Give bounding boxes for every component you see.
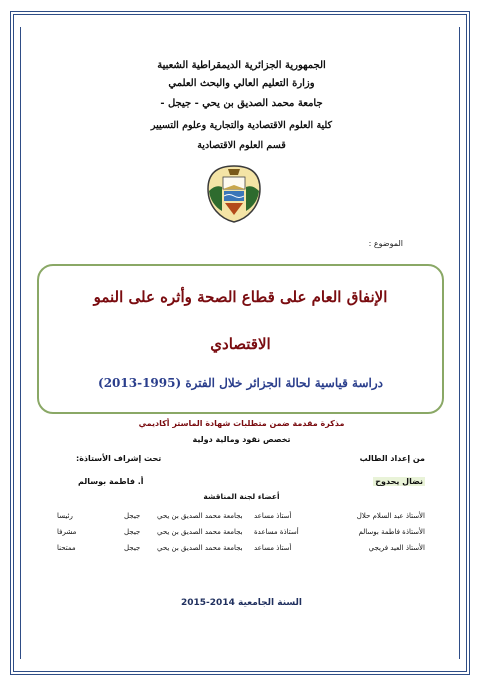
committee-role: ممتحنا <box>57 544 76 552</box>
memo-statement: مذكرة مقدمة ضمن متطلبات شهادة الماستر أكاديمي <box>138 419 345 428</box>
committee-city: جيجل <box>124 512 141 520</box>
specialization: تخصص نقود ومالية دولية <box>192 435 291 444</box>
prepared-by-label: من إعداد الطالب <box>359 454 425 463</box>
thesis-subtitle: دراسة قياسية لحالة الجزائر خلال الفترة (1995-2013) <box>98 376 383 390</box>
committee-rank: أستاذة مساعدة <box>254 528 299 536</box>
thesis-title-line1: الإنفاق العام على قطاع الصحة وأثره على النمو <box>93 288 388 306</box>
committee-role: رئيسا <box>57 512 73 520</box>
header-faculty: كلية العلوم الاقتصادية والتجارية وعلوم التسيير <box>150 120 333 131</box>
committee-rank: أستاذ مساعد <box>254 544 292 552</box>
committee-name: الأستاذ عبد السلام حلال <box>356 512 425 520</box>
header-republic: الجمهورية الجزائرية الديمقراطية الشعبية <box>157 60 326 71</box>
committee-university: بجامعة محمد الصديق بن يحي <box>157 528 243 536</box>
thesis-title-line2: الاقتصادي <box>210 335 271 353</box>
subject-label: الموضوع : <box>368 239 403 248</box>
header-university: جامعة محمد الصديق بن يحي - جيجل - <box>160 98 323 109</box>
committee-city: جيجل <box>124 544 141 552</box>
supervisor-label: تحت إشراف الأستاذة: <box>76 454 162 463</box>
committee-name: الأستاذ العيد فريجي <box>368 544 425 552</box>
university-emblem <box>203 163 265 225</box>
supervisor-name: أ. فاطمة بوسالم <box>78 477 144 486</box>
committee-rank: أستاذ مساعد <box>254 512 292 520</box>
committee-university: بجامعة محمد الصديق بن يحي <box>157 544 243 552</box>
committee-university: بجامعة محمد الصديق بن يحي <box>157 512 243 520</box>
committee-city: جيجل <box>124 528 141 536</box>
academic-year: السنة الجامعية 2014-2015 <box>180 598 302 608</box>
committee-role: مشرفا <box>57 528 77 536</box>
header-ministry: وزارة التعليم العالي والبحث العلمي <box>168 78 315 89</box>
committee-title: أعضاء لجنة المناقشة <box>203 492 280 501</box>
student-name: نضال يحدوح <box>375 477 423 486</box>
header-department: قسم العلوم الاقتصادية <box>197 140 286 151</box>
committee-name: الأستاذة فاطمة بوسالم <box>358 528 425 536</box>
